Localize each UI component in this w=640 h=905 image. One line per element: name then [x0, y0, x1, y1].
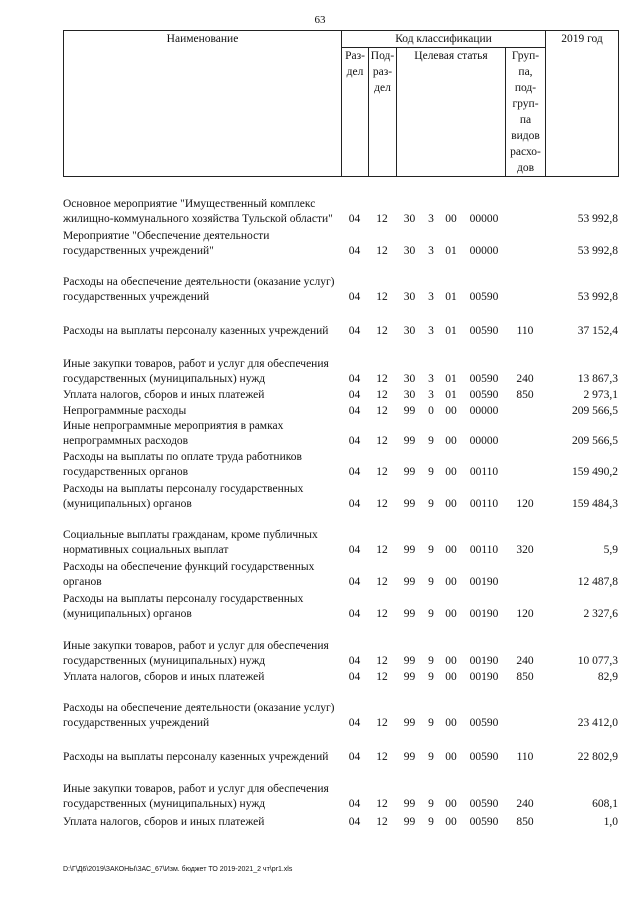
row-subprogram-code: 9	[428, 717, 434, 729]
row-program-code: 30	[403, 389, 416, 401]
row-podrazdel: 12	[376, 576, 388, 588]
row-event-code: 01	[445, 291, 457, 303]
row-direction-code: 00110	[469, 498, 499, 510]
row-expense-type	[505, 685, 545, 731]
row-amount: 5,9	[603, 544, 618, 556]
row-subprogram-code: 9	[428, 751, 434, 763]
row-amount: 2 973,1	[583, 389, 618, 401]
row-name: Уплата налогов, сборов и иных платежей	[63, 671, 265, 683]
row-subprogram-code: 3	[428, 389, 434, 401]
row-podrazdel: 12	[376, 389, 388, 401]
row-name: Расходы на обеспечение деятельности (оказание услуг) государственных учреждений	[63, 702, 335, 729]
row-program-code: 30	[403, 325, 416, 337]
row-name: Расходы на выплаты персоналу государственных (муниципальных) органов	[63, 483, 304, 510]
row-razdel: 04	[348, 213, 361, 225]
row-podrazdel: 12	[376, 608, 388, 620]
row-direction-code: 00000	[469, 435, 499, 447]
row-amount: 209 566,5	[572, 435, 618, 447]
row-razdel: 04	[348, 373, 361, 385]
row-amount: 12 487,8	[577, 576, 618, 588]
row-razdel: 04	[348, 751, 361, 763]
row-subprogram-code: 3	[428, 213, 434, 225]
row-direction-code: 00000	[469, 405, 499, 417]
row-direction-code: 00110	[469, 466, 499, 478]
row-expense-type: 850	[516, 389, 534, 401]
row-direction-code: 00590	[469, 816, 499, 828]
table-row	[63, 558, 618, 590]
row-expense-type	[505, 403, 545, 419]
row-program-code: 99	[403, 798, 416, 810]
row-name: Иные непрограммные мероприятия в рамках непрограммных расходов	[63, 420, 284, 447]
row-subprogram-code: 9	[428, 671, 434, 683]
row-podrazdel: 12	[376, 405, 388, 417]
row-direction-code: 00590	[469, 373, 499, 385]
row-program-code: 99	[403, 435, 416, 447]
row-razdel: 04	[348, 435, 361, 447]
row-program-code: 99	[403, 466, 416, 478]
row-razdel: 04	[348, 325, 361, 337]
row-amount: 159 484,3	[572, 498, 618, 510]
row-program-code: 99	[403, 655, 416, 667]
row-expense-type	[505, 179, 545, 227]
row-expense-type	[505, 259, 545, 305]
row-razdel: 04	[348, 608, 361, 620]
row-direction-code: 00000	[469, 245, 499, 257]
row-razdel: 04	[348, 655, 361, 667]
row-program-code: 99	[403, 498, 416, 510]
row-amount: 53 992,8	[577, 245, 618, 257]
row-event-code: 00	[445, 498, 457, 510]
table-header	[63, 30, 619, 177]
row-name: Иные закупки товаров, работ и услуг для обеспечения государственных (муниципальных) нужд	[63, 783, 329, 810]
row-event-code: 00	[445, 544, 457, 556]
row-amount: 159 490,2	[572, 466, 618, 478]
row-amount: 53 992,8	[577, 291, 618, 303]
row-podrazdel: 12	[376, 717, 388, 729]
row-expense-type	[505, 558, 545, 590]
row-razdel: 04	[348, 389, 361, 401]
table-row	[63, 480, 618, 512]
table-row	[63, 669, 618, 685]
table-row	[63, 812, 618, 830]
row-event-code: 00	[445, 608, 457, 620]
row-subprogram-code: 9	[428, 608, 434, 620]
row-event-code: 01	[445, 389, 457, 401]
row-event-code: 01	[445, 245, 457, 257]
row-razdel: 04	[348, 291, 361, 303]
table-row	[63, 512, 618, 558]
table-row	[63, 731, 618, 765]
row-direction-code: 00110	[469, 544, 499, 556]
row-event-code: 00	[445, 405, 457, 417]
row-program-code: 99	[403, 405, 416, 417]
row-podrazdel: 12	[376, 798, 388, 810]
row-program-code: 99	[403, 717, 416, 729]
row-direction-code: 00190	[469, 671, 499, 683]
row-name: Уплата налогов, сборов и иных платежей	[63, 389, 265, 401]
row-direction-code: 00590	[469, 325, 499, 337]
row-event-code: 00	[445, 798, 457, 810]
row-event-code: 01	[445, 325, 457, 337]
row-direction-code: 00590	[469, 291, 499, 303]
row-podrazdel: 12	[376, 671, 388, 683]
row-name: Иные закупки товаров, работ и услуг для обеспечения государственных (муниципальных) нужд	[63, 358, 329, 385]
row-expense-type: 240	[516, 655, 534, 667]
row-razdel: 04	[348, 245, 361, 257]
row-program-code: 99	[403, 544, 416, 556]
row-podrazdel: 12	[376, 498, 388, 510]
row-expense-type: 320	[516, 544, 534, 556]
row-expense-type: 120	[516, 608, 534, 620]
row-expense-type: 240	[516, 373, 534, 385]
row-name: Расходы на обеспечение функций государственных органов	[63, 561, 315, 588]
row-name: Расходы на выплаты персоналу государственных (муниципальных) органов	[63, 593, 304, 620]
row-expense-type	[505, 227, 545, 259]
row-podrazdel: 12	[376, 291, 388, 303]
row-event-code: 00	[445, 576, 457, 588]
row-amount: 37 152,4	[577, 325, 618, 337]
row-subprogram-code: 9	[428, 544, 434, 556]
row-podrazdel: 12	[376, 466, 388, 478]
row-event-code: 00	[445, 751, 457, 763]
header-podrazdel: Под- раз- дел	[369, 48, 397, 177]
row-subprogram-code: 9	[428, 498, 434, 510]
table-row	[63, 227, 618, 259]
row-program-code: 30	[403, 213, 416, 225]
table-row	[63, 765, 618, 812]
row-event-code: 00	[445, 466, 457, 478]
row-expense-type	[505, 449, 545, 480]
header-classification: Код классификации	[342, 31, 546, 48]
row-name: Непрограммные расходы	[63, 405, 187, 417]
row-expense-type: 120	[516, 498, 534, 510]
row-amount: 2 327,6	[583, 608, 618, 620]
header-name: Наименование	[64, 31, 342, 177]
row-razdel: 04	[348, 544, 361, 556]
row-subprogram-code: 9	[428, 655, 434, 667]
budget-table	[63, 179, 618, 830]
row-direction-code: 00190	[469, 608, 499, 620]
row-expense-type: 850	[516, 671, 534, 683]
table-row	[63, 305, 618, 339]
row-razdel: 04	[348, 671, 361, 683]
row-amount: 608,1	[592, 798, 618, 810]
row-podrazdel: 12	[376, 544, 388, 556]
row-expense-type: 110	[516, 325, 534, 337]
row-name: Социальные выплаты гражданам, кроме публичных нормативных социальных выплат	[63, 529, 318, 556]
row-direction-code: 00590	[469, 798, 499, 810]
header-group: Груп- па, под- груп- па видов расхо- дов	[506, 48, 546, 177]
table-row	[63, 179, 618, 227]
row-direction-code: 00190	[469, 576, 499, 588]
row-event-code: 00	[445, 435, 457, 447]
row-podrazdel: 12	[376, 325, 388, 337]
row-razdel: 04	[348, 798, 361, 810]
row-expense-type	[505, 419, 545, 449]
row-expense-type: 240	[516, 798, 534, 810]
row-name: Расходы на выплаты персоналу казенных учреждений	[63, 325, 329, 337]
row-expense-type: 850	[516, 816, 534, 828]
table-row	[63, 387, 618, 403]
row-podrazdel: 12	[376, 655, 388, 667]
row-subprogram-code: 3	[428, 245, 434, 257]
row-razdel: 04	[348, 816, 361, 828]
row-name: Мероприятие "Обеспечение деятельности государственных учреждений"	[63, 230, 270, 257]
row-name: Уплата налогов, сборов и иных платежей	[63, 816, 265, 828]
row-program-code: 99	[403, 671, 416, 683]
row-subprogram-code: 3	[428, 373, 434, 385]
row-program-code: 99	[403, 816, 416, 828]
header-target: Целевая статья	[397, 48, 506, 177]
row-event-code: 00	[445, 671, 457, 683]
row-razdel: 04	[348, 405, 361, 417]
row-event-code: 00	[445, 717, 457, 729]
row-amount: 23 412,0	[577, 717, 618, 729]
table-row	[63, 339, 618, 387]
row-direction-code: 00000	[469, 213, 499, 225]
table-row	[63, 590, 618, 622]
row-podrazdel: 12	[376, 751, 388, 763]
row-podrazdel: 12	[376, 213, 388, 225]
row-amount: 1,0	[603, 816, 618, 828]
table-row	[63, 419, 618, 449]
row-razdel: 04	[348, 576, 361, 588]
row-podrazdel: 12	[376, 373, 388, 385]
row-direction-code: 00590	[469, 717, 499, 729]
row-podrazdel: 12	[376, 435, 388, 447]
row-program-code: 30	[403, 373, 416, 385]
row-program-code: 99	[403, 608, 416, 620]
row-event-code: 00	[445, 213, 457, 225]
header-razdel: Раз- дел	[342, 48, 369, 177]
row-podrazdel: 12	[376, 245, 388, 257]
row-name: Расходы на выплаты по оплате труда работников государственных органов	[63, 451, 302, 478]
row-amount: 53 992,8	[577, 213, 618, 225]
row-subprogram-code: 0	[428, 405, 434, 417]
row-program-code: 30	[403, 291, 416, 303]
row-subprogram-code: 9	[428, 576, 434, 588]
row-name: Иные закупки товаров, работ и услуг для обеспечения государственных (муниципальных) нужд	[63, 640, 329, 667]
row-program-code: 99	[403, 751, 416, 763]
row-subprogram-code: 9	[428, 466, 434, 478]
row-subprogram-code: 9	[428, 816, 434, 828]
page-number: 63	[314, 14, 326, 26]
table-row	[63, 449, 618, 480]
table-row	[63, 259, 618, 305]
table-row	[63, 403, 618, 419]
row-name: Основное мероприятие "Имущественный комплекс жилищно-коммунального хозяйства Тульской области"	[63, 198, 333, 225]
row-name: Расходы на выплаты персоналу казенных учреждений	[63, 751, 329, 763]
row-direction-code: 00190	[469, 655, 499, 667]
row-program-code: 99	[403, 576, 416, 588]
row-razdel: 04	[348, 466, 361, 478]
row-subprogram-code: 3	[428, 291, 434, 303]
row-subprogram-code: 9	[428, 798, 434, 810]
row-event-code: 00	[445, 655, 457, 667]
row-amount: 209 566,5	[572, 405, 618, 417]
row-expense-type: 110	[516, 751, 534, 763]
file-path-footer: D:\Г\Д6\2019\ЗАКОНЫ\ЗАС_67\Изм. бюджет ТО 2019-2021_2 чт\pr1.xls	[63, 866, 293, 873]
row-amount: 22 802,9	[577, 751, 618, 763]
row-subprogram-code: 3	[428, 325, 434, 337]
row-program-code: 30	[403, 245, 416, 257]
row-name: Расходы на обеспечение деятельности (оказание услуг) государственных учреждений	[63, 276, 335, 303]
row-podrazdel: 12	[376, 816, 388, 828]
table-row	[63, 685, 618, 731]
row-amount: 13 867,3	[577, 373, 618, 385]
row-event-code: 01	[445, 373, 457, 385]
row-amount: 82,9	[597, 671, 618, 683]
row-razdel: 04	[348, 498, 361, 510]
row-event-code: 00	[445, 816, 457, 828]
row-direction-code: 00590	[469, 389, 499, 401]
row-direction-code: 00590	[469, 751, 499, 763]
row-subprogram-code: 9	[428, 435, 434, 447]
row-amount: 10 077,3	[577, 655, 618, 667]
table-row	[63, 622, 618, 669]
row-razdel: 04	[348, 717, 361, 729]
header-year: 2019 год	[546, 31, 619, 177]
